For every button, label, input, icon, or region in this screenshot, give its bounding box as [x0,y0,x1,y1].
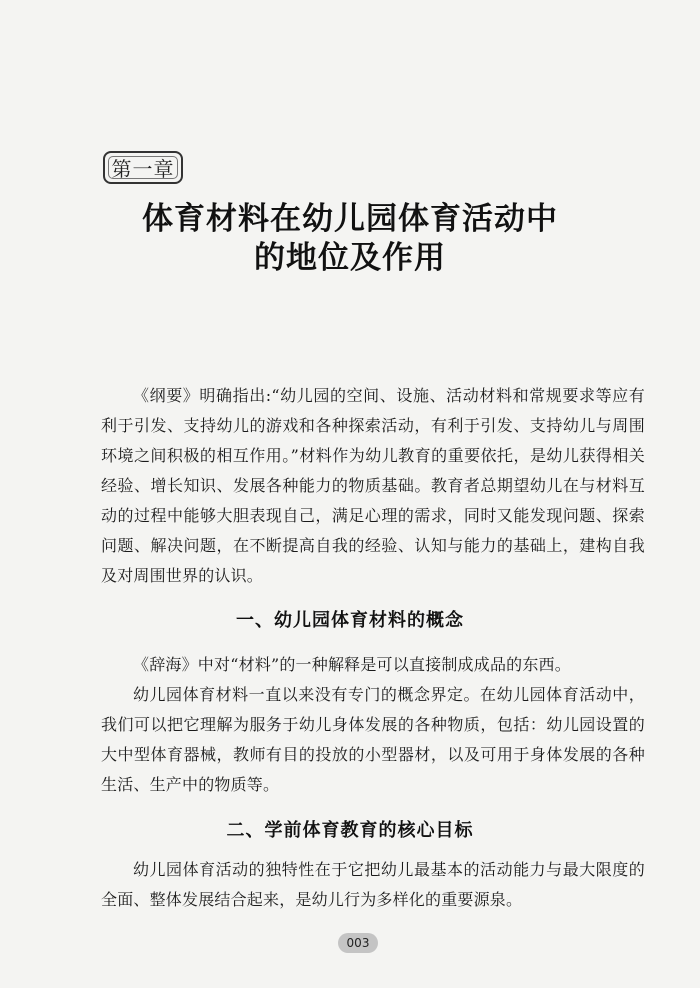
intro-paragraph: 《纲要》明确指出:“幼儿园的空间、设施、活动材料和常规要求等应有利于引发、支持幼儿的游戏和各种探索活动，有利于引发、支持幼儿与周围环境之间积极的相互作用。”材料作为幼儿教育的重要依托，是幼儿获得相关经验、增长知识、发展各种能力的物质基础。教育者总期望幼儿在与材料互动的过程中能够大胆表现自己，满足心理的需求，同时又能发现问题、探索问题、解决问题，在不断提高自我的经验、认知与能力的基础上，建构自我及对周围世界的认识。 [101,386,645,585]
chapter-label-box [103,151,183,184]
section-1-paragraph-2: 幼儿园体育材料一直以来没有专门的概念界定。在幼儿园体育活动中，我们可以把它理解为服务于幼儿身体发展的各种物质，包括：幼儿园设置的大中型体育器械，教师有目的投放的小型器材，以及可用于身体发展的各种生活、生产中的物质等。 [101,685,645,794]
chapter-label: 第一章 [111,157,175,181]
chapter-title-line-1: 体育材料在幼儿园体育活动中 [142,201,558,237]
section-2-paragraph-1: 幼儿园体育活动的独特性在于它把幼儿最基本的活动能力与最大限度的全面、整体发展结合起来，是幼儿行为多样化的重要源泉。 [101,860,645,909]
section-1-paragraph-1: 《辞海》中对“材料”的一种解释是可以直接制成成品的东西。 [133,655,571,674]
page-number: 003 [338,933,378,953]
chapter-title-line-2: 的地位及作用 [254,240,446,276]
section-2-heading: 二、学前体育教育的核心目标 [226,820,474,841]
section-1-heading: 一、幼儿园体育材料的概念 [236,610,464,631]
